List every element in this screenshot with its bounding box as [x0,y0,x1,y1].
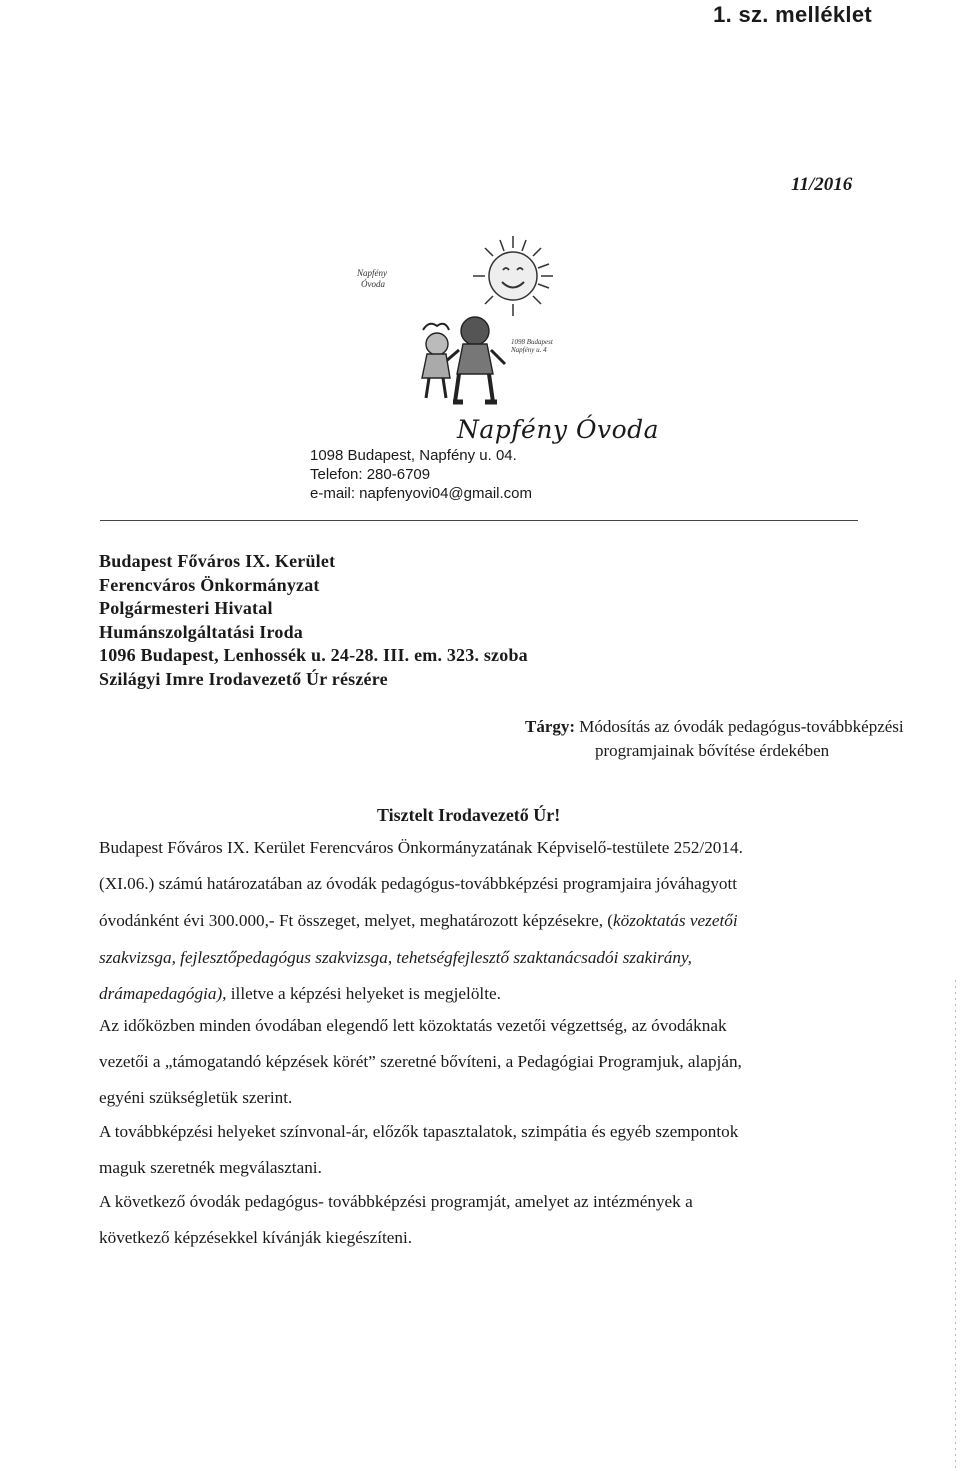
recipient-line: Budapest Főváros IX. Kerület [99,551,336,571]
school-contact [310,446,532,503]
children-icon [422,317,505,402]
body-text-italic: drámapedagógia), [99,984,227,1003]
body-text: illetve a képzési helyeket is megjelölte. [226,984,501,1003]
body-text: óvodánként évi 300.000,- Ft összeget, melyet, meghatározott képzésekre, ( [99,911,614,930]
logo-caption-line: Óvoda [361,278,385,289]
subject-block [525,715,904,763]
scan-edge-artifact [955,980,956,1470]
body-line [99,911,738,931]
body-line: Az időközben minden óvodában elegendő lett közoktatás vezetői végzettség, az óvodáknak [99,1016,727,1035]
salutation: Tisztelt Irodavezető Úr! [377,805,561,825]
header-divider [100,520,858,521]
school-logo [355,226,585,426]
recipient-line: 1096 Budapest, Lenhossék u. 24-28. III. em. 323. szoba [99,645,528,666]
reference-number: 11/2016 [791,174,853,195]
body-line: A továbbképzési helyeket színvonal-ár, előzők tapasztalatok, szimpátia és egyéb szempontok [99,1122,739,1141]
body-line: A következő óvodák pedagógus- továbbképzési programját, amelyet az intézmények a [99,1192,693,1211]
body-line: vezetői a „támogatandó képzések körét” szeretné bővíteni, a Pedagógiai Programjuk, alapján, [99,1052,742,1071]
logo-caption-line: 1098 Budapest [511,338,553,346]
subject-label: Tárgy: [525,717,576,736]
body-line [99,984,501,1004]
school-address: 1098 Budapest, Napfény u. 04. [310,447,517,464]
body-line: maguk szeretnék megválasztani. [99,1158,322,1177]
subject-text: programjainak bővítése érdekében [595,741,830,760]
body-line: egyéni szükségletük szerint. [99,1088,293,1107]
body-line: Budapest Főváros IX. Kerület Ferencváros Önkormányzatának Képviselő-testülete 252/2014. [99,838,743,857]
body-line: (XI.06.) számú határozatában az óvodák pedagógus-továbbképzési programjaira jóváhagyott [99,874,738,893]
recipient-line: Polgármesteri Hivatal [99,598,273,619]
body-text-italic: közoktatás vezetői [613,911,738,930]
school-name: Napfény Óvoda [457,415,660,444]
sun-icon [473,236,553,316]
recipient-line: Ferencváros Önkormányzat [99,574,320,595]
recipient-line: Szilágyi Imre Irodavezető Úr részére [99,668,388,689]
recipient-block [99,550,528,692]
school-email: e-mail: napfenyovi04@gmail.com [310,485,532,502]
logo-caption-line: Napfény [357,268,387,278]
recipient-line: Humánszolgáltatási Iroda [99,621,303,642]
subject-text: Módosítás az óvodák pedagógus-továbbképzési [579,717,904,736]
annex-label: 1. sz. melléklet [713,2,872,27]
logo-caption-line: Napfény u. 4 [511,346,547,355]
school-phone: Telefon: 280-6709 [310,466,431,483]
body-line: következő képzésekkel kívánják kiegészíteni. [99,1228,413,1247]
body-line: szakvizsga, fejlesztőpedagógus szakvizsga, tehetségfejlesztő szaktanácsadói szakirány, [99,948,692,967]
